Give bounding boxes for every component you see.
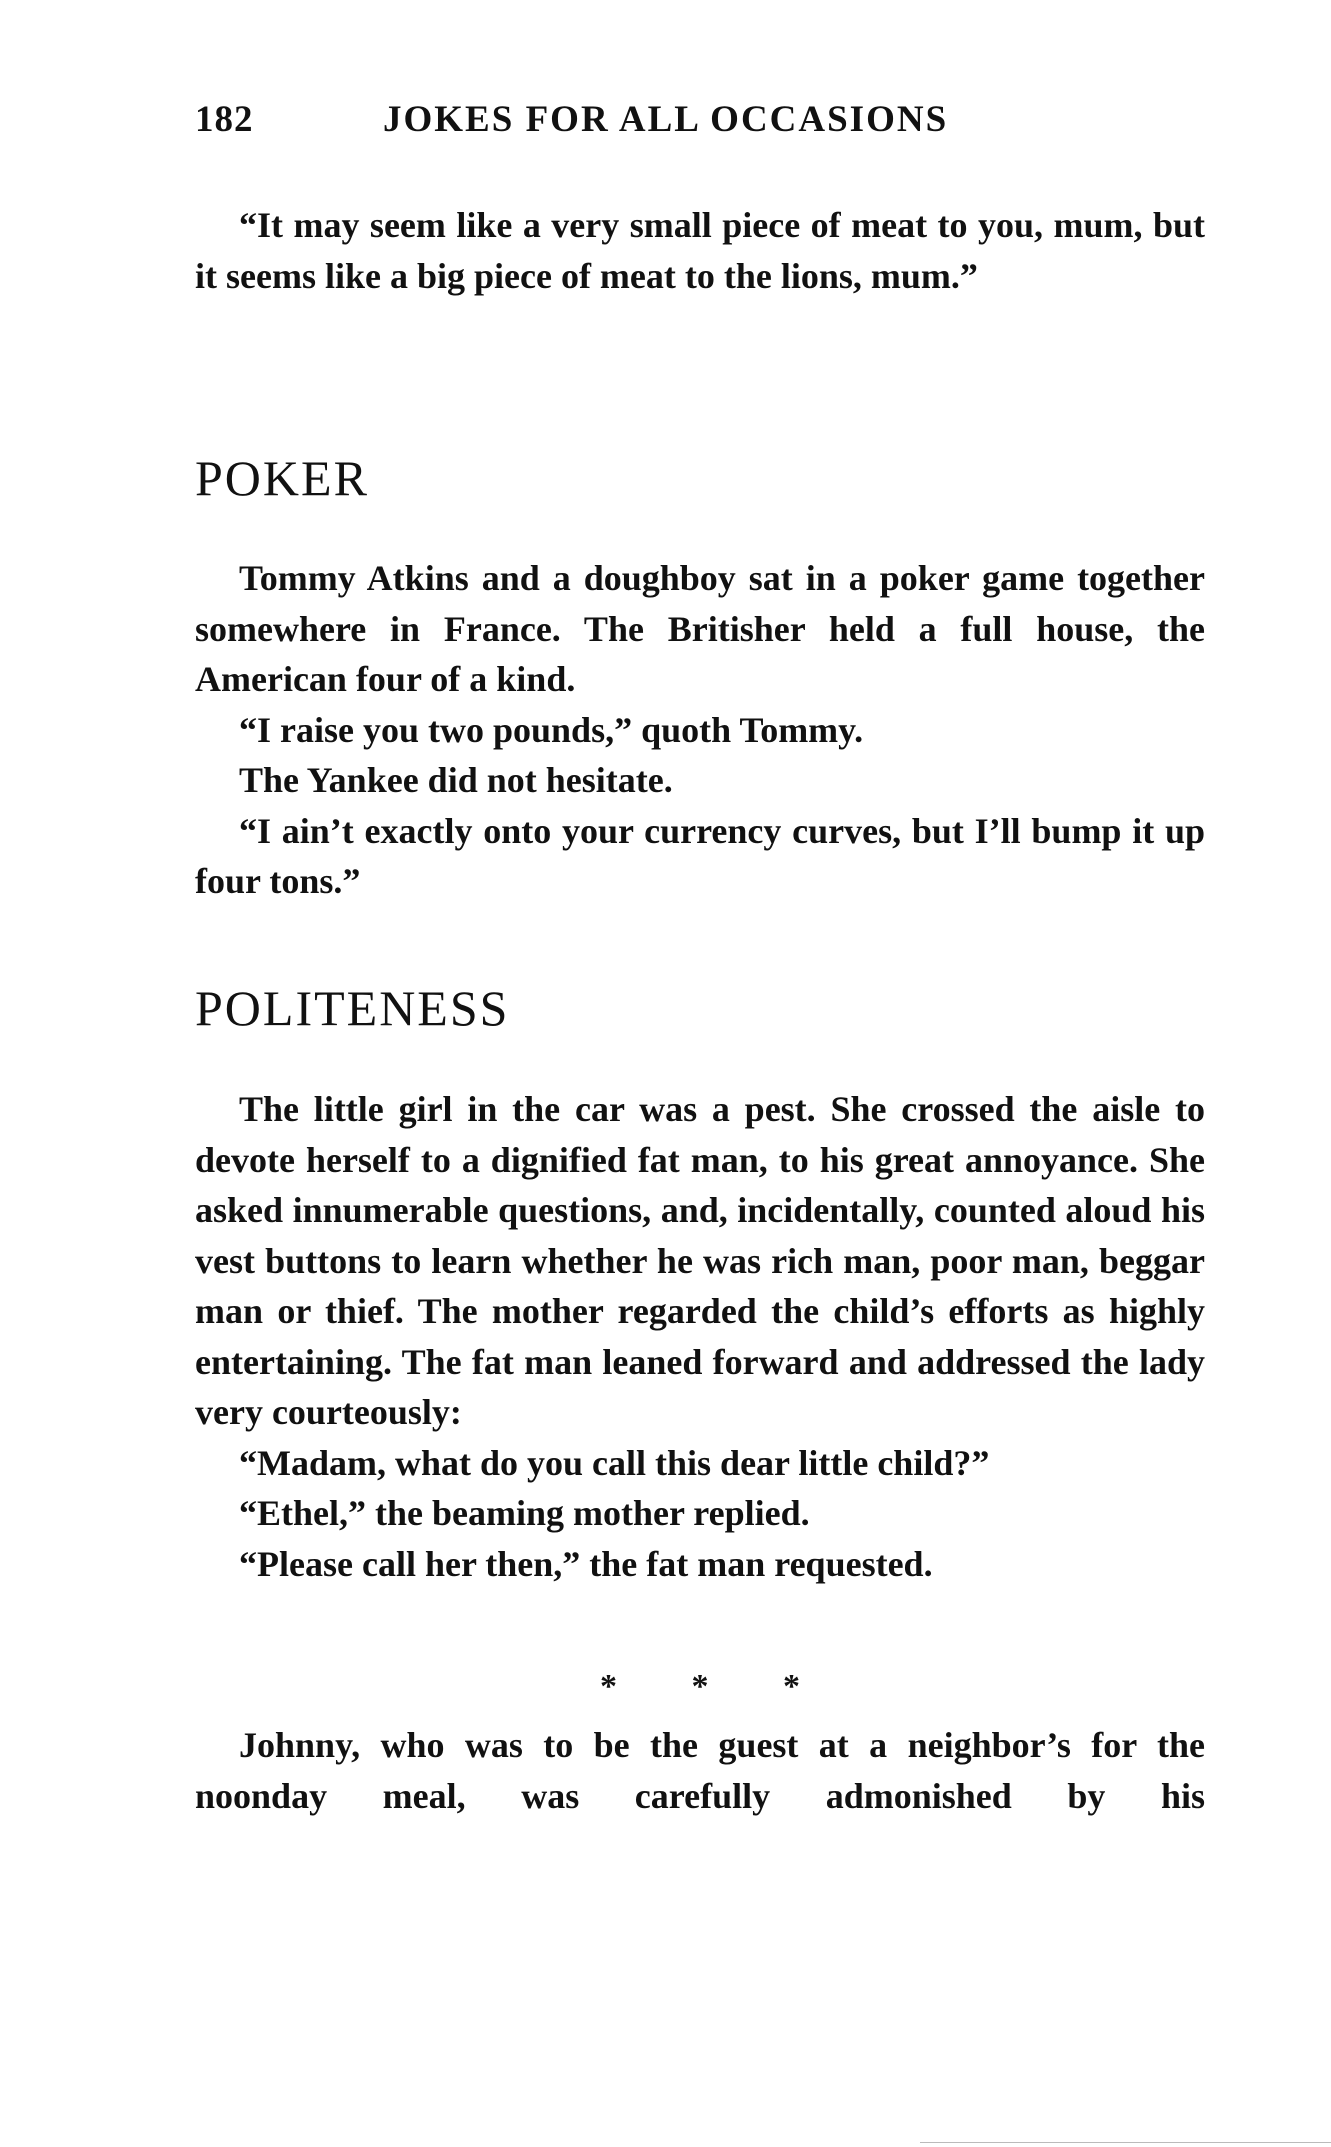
- politeness-section-body: [195, 1084, 1205, 1589]
- trailing-paragraph: Johnny, who was to be the guest at a neighbor’s for the noonday meal, was carefully admonished by his: [195, 1725, 1205, 1816]
- book-title: JOKES FOR ALL OCCASIONS: [383, 99, 949, 140]
- continued-paragraph: “It may seem like a very small piece of meat to you, mum, but it seems like a big piece of meat to the lions, mum.”: [195, 205, 1205, 296]
- trailing-paragraph-block: [195, 1720, 1205, 1821]
- paragraph: “I ain’t exactly onto your currency curves, but I’ll bump it up four tons.”: [195, 810, 1205, 901]
- paragraph: “Madam, what do you call this dear little child?”: [239, 1442, 990, 1483]
- poker-section-body: [195, 553, 1205, 907]
- paragraph: The Yankee did not hesitate.: [239, 760, 673, 800]
- paragraph: The little girl in the car was a pest. She crossed the aisle to devote herself to a dignified fat man, to his great annoyance. She asked innumerable questions, and, incidentally, counted aloud his vest buttons to learn whether he was rich man, poor man, beggar man or thief. The mother regarded the child’s efforts as highly entertaining. The fat man leaned forward and addressed the lady very courteously:: [195, 1089, 1205, 1432]
- section-heading-poker: POKER: [195, 450, 369, 506]
- separator-asterisk: *: [600, 1668, 617, 1705]
- paragraph: “I raise you two pounds,” quoth Tommy.: [239, 709, 864, 750]
- paragraph: “Please call her then,” the fat man requested.: [239, 1543, 933, 1584]
- separator-asterisk: *: [691, 1668, 709, 1705]
- separator-asterisk: *: [783, 1668, 800, 1705]
- continued-paragraph-block: [195, 200, 1205, 301]
- section-separator: [600, 1668, 800, 1706]
- paragraph: Tommy Atkins and a doughboy sat in a poker game together somewhere in France. The Britisher held a full house, the American four of a kind.: [195, 558, 1205, 699]
- paragraph: “Ethel,” the beaming mother replied.: [239, 1493, 810, 1533]
- page-number: 182: [195, 99, 254, 140]
- page-edge-rule: [920, 2142, 1331, 2143]
- running-head: [195, 98, 1205, 148]
- section-heading-politeness: POLITENESS: [195, 980, 510, 1036]
